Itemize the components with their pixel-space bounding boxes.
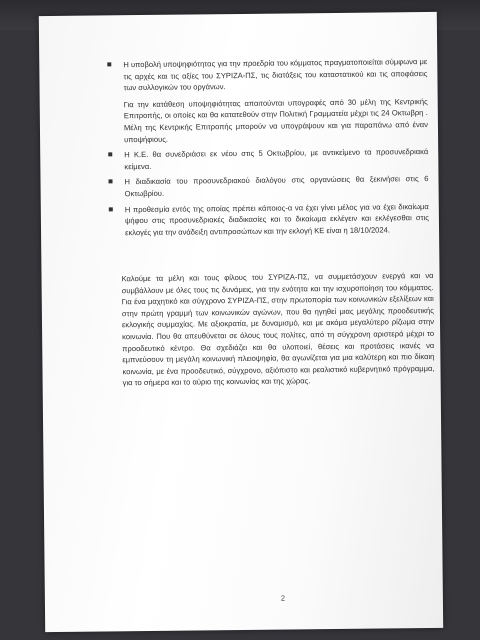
list-item	[103, 56, 428, 146]
square-bullet-icon	[108, 152, 112, 156]
square-bullet-icon	[109, 207, 113, 211]
closing-paragraph: Καλούμε τα μέλη και τους φίλους του ΣΥΡΙΖΑ-ΠΣ, να συμμετάσχουν ενεργά και να συμβάλλουν με όλες τους τις δυνάμεις, για την ενότητα και την ισχυροποίηση του κόμματος. Για ένα μαχητικό και σύγχρονο ΣΥΡΙΖΑ-ΠΣ, στην πρωτοπορία των κοινωνικών εξελίξεων και στην πρώτη γραμμή των κοινωνικών αγώνων, που θα ηγηθεί μιας μεγάλης προοδευτικής εκλογικής συμμαχίας. Με αξιοκρατία, με δυναμισμό, και με ακόμα μεγαλύτερο ρίζωμα στην κοινωνία. Που θα απευθύνεται σε όλους τους πολίτες, από τη σύγχρονη αριστερά μέχρι το προοδευτικό κέντρο. Θα σχεδιάζει και θα υλοποιεί, θέσεις και προτάσεις ικανές να εμπνεύσουν τη μεγάλη κοινωνική πλειοψηφία, θα αγωνίζεται για μια καλύτερη και πιο δίκαιη κοινωνία, με ένα προοδευτικό, σύγχρονο, αξιόπιστο και ρεαλιστικό κυβερνητικό πρόγραμμα, για το σήμερα και το αύριο της κοινωνίας και της χώρας.	[121, 270, 435, 388]
bullet-list	[103, 56, 429, 243]
list-item	[105, 201, 429, 239]
page-number: 2	[280, 593, 286, 603]
square-bullet-icon	[109, 180, 113, 184]
list-item	[104, 146, 428, 173]
document-page	[39, 12, 443, 632]
bullet-text: Η υποβολή υποψηφιότητας για την προεδρία του κόμματος πραγματοποιείται σύμφωνα με τις αρχές και τις αξίες του ΣΥΡΙΖΑ-ΠΣ, τις διατάξεις του καταστατικού και τις αποφάσεις των συλλογικών του οργάνων.	[123, 57, 428, 93]
bullet-text: Η προθεσμία εντός της οποίας πρέπει κάποιος-α να έχει γίνει μέλος για να έχει δικαίωμα ψήφου στις προσυνεδριακές διαδικασίες και το δικαίωμα εκλέγειν και εκλέγεσθαι στις εκλογές για την ανάδειξη αντιπροσώπων και την εκλογή ΚΕ είναι η 18/10/2024.	[124, 201, 429, 237]
bullet-text: Η Κ.Ε. θα συνεδριάσει εκ νέου στις 5 Οκτωβρίου, με αντικείμενο τα προσυνεδριακά κείμενα.	[124, 147, 429, 171]
bullet-subparagraph: Για την κατάθεση υποψηφιότητας απαιτούνται υπογραφές από 30 μέλη της Κεντρικής Επιτροπής, οι οποίες και θα κατατεθούν στην Πολιτική Γραμματεία μέχρι τις 24 Οκτωβρη . Μέλη της Κεντρικής Επιτροπής μπορούν να υπογράψουν και για παραπάνω από έναν υποψήφιους.	[123, 96, 428, 144]
list-item	[104, 173, 428, 200]
square-bullet-icon	[107, 62, 111, 66]
bullet-text: Η διαδικασία του προσυνεδριακού διαλόγου στις οργανώσεις θα ξεκινήσει στις 6 Οκτωβρίου.	[124, 174, 429, 199]
